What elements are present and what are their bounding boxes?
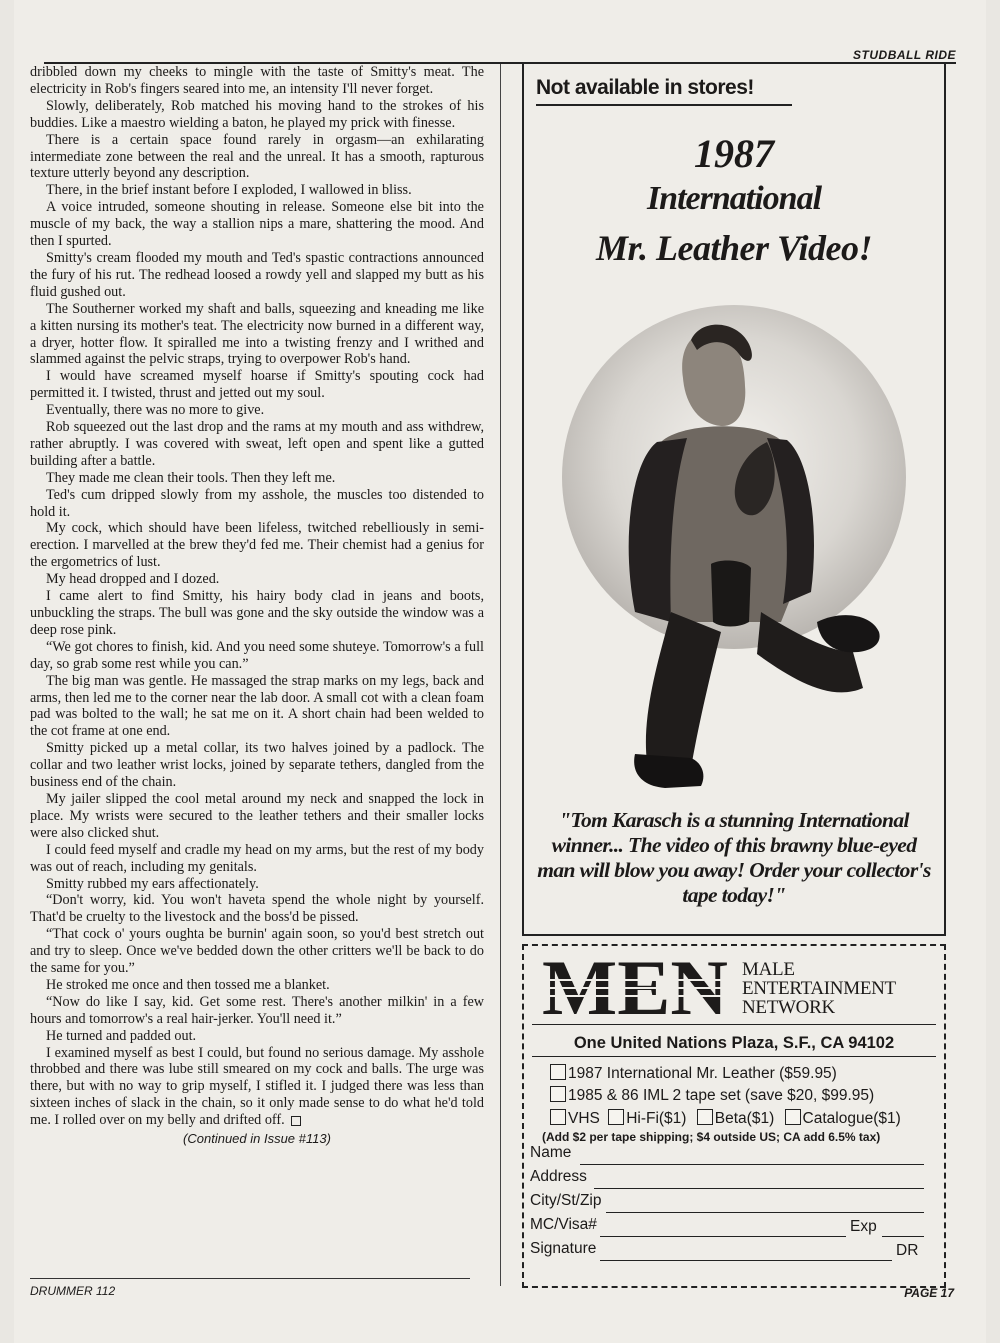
story-last-paragraph <box>30 1045 484 1130</box>
vhs-checkbox[interactable] <box>550 1109 566 1125</box>
footer-rule <box>30 1278 470 1279</box>
story-paragraph: The Southerner worked my shaft and balls, squeezing and kneading me like a kitten nursing its mother's teat. The electricity now burned in a different way, a dryer, hotter flow. It spiralled me into a twisting frenzy and I writhed and slammed against the pelvic straps, trying to overpower Rob's hand. <box>30 300 484 368</box>
hifi-label: Hi-Fi($1) <box>626 1110 687 1127</box>
ad-title-year: 1987 <box>694 131 774 176</box>
exp-label: Exp <box>850 1218 877 1235</box>
address-label: Address <box>530 1168 587 1185</box>
network-name <box>742 960 896 1017</box>
catalogue-checkbox[interactable] <box>785 1109 801 1125</box>
video-advertisement <box>522 62 946 936</box>
story-paragraph: He turned and padded out. <box>46 1027 197 1044</box>
ad-tagline-underline <box>536 104 792 106</box>
running-head: STUDBALL RIDE <box>853 48 956 62</box>
story-paragraph: Rob squeezed out the last drop and the rams at my mouth and ass withdrew, rather abruptly. I was covered with sweat, left open and spent like a gutted building after a battle. <box>30 419 484 469</box>
issue-footer: DRUMMER 112 <box>30 1284 116 1298</box>
option-1987-video[interactable] <box>550 1064 837 1083</box>
story-paragraph: dribbled down my cheeks to mingle with the taste of Smitty's meat. The electricity in Rob's fingers seared into me, an intensity I'll never forget. <box>30 64 484 97</box>
continued-note: (Continued in Issue #113) <box>183 1131 331 1147</box>
catalogue-label: Catalogue($1) <box>802 1110 901 1127</box>
option-1987-checkbox[interactable] <box>550 1064 566 1080</box>
shipping-note: (Add $2 per tape shipping; $4 outside US; CA add 6.5% tax) <box>542 1130 881 1144</box>
story-paragraph: Slowly, deliberately, Rob matched his moving hand to the strokes of his buddies. Like a maestro wielding a baton, he played my prick with finesse. <box>30 97 484 131</box>
end-mark-icon <box>291 1116 301 1126</box>
story-paragraph: “That cock o' yours oughta be burnin' again soon, so you'd best stretch out and try to sleep. Once we've bedded down the other critters we'll be back to do the same for you.” <box>30 926 484 977</box>
card-label: MC/Visa# <box>530 1216 597 1233</box>
option-two-tape-set[interactable] <box>550 1086 874 1105</box>
ad-tagline: Not available in stores! <box>536 76 754 99</box>
column-divider <box>500 64 501 1286</box>
beta-checkbox[interactable] <box>697 1109 713 1125</box>
story-paragraph: He stroked me once and then tossed me a blanket. <box>46 976 330 993</box>
story-paragraph: I could feed myself and cradle my head on my arms, but the rest of my body was out of reach, including my genitals. <box>30 841 484 875</box>
story-paragraph: “Don't worry, kid. You won't haveta spend the whole night by yourself. That'd be cruelty to the livestock and the boss'd be pissed. <box>30 892 484 926</box>
name-field[interactable] <box>580 1164 924 1165</box>
network-line-network: NETWORK <box>742 997 835 1018</box>
story-paragraph: A voice intruded, someone shouting in release. Someone else bit into the muscle of my back, the way a stallion nips a mare, shattering the mood. And then I spurted. <box>30 199 484 250</box>
story-paragraph: The big man was gentle. He massaged the strap marks on my legs, back and arms, then led me to the corner near the lab door. A small cot with a clean foam pad was bolted to the wall; he sat me on it. A short chain had been welded to the cot frame at one end. <box>30 672 484 740</box>
story-paragraph: There, in the brief instant before I exploded, I wallowed in bliss. <box>46 182 412 199</box>
signature-field[interactable] <box>600 1260 892 1261</box>
story-paragraph: There is a certain space found rarely in orgasm—an exhilarating intermediate zone between the real and the unreal. It has a smooth, rapturous texture utterly beyond any description. <box>30 131 484 182</box>
dr-label: DR <box>896 1242 919 1259</box>
option-set-label: 1985 & 86 IML 2 tape set (save $20, $99.95) <box>568 1087 875 1104</box>
option-1987-label: 1987 International Mr. Leather ($59.95) <box>568 1065 837 1082</box>
option-set-checkbox[interactable] <box>550 1086 566 1102</box>
story-paragraph: Smitty's cream flooded my mouth and Ted's spastic contractions announced the fury of his rut. The redhead loosed a rowdy yell and slapped my butt as his fluid gushed out. <box>30 249 484 300</box>
hifi-checkbox[interactable] <box>608 1109 624 1125</box>
ad-title-international: International <box>646 180 822 217</box>
format-options <box>550 1109 901 1128</box>
vhs-label: VHS <box>568 1110 600 1127</box>
leatherman-illustration <box>561 292 907 802</box>
city-field[interactable] <box>606 1212 924 1213</box>
story-paragraph: They made me clean their tools. Then they left me. <box>46 469 336 486</box>
exp-field[interactable] <box>882 1236 924 1237</box>
story-paragraph: My jailer slipped the cool metal around my neck and snapped the lock in place. My wrists were secured to the leather tethers and their smaller locks were also clicked shut. <box>30 790 484 841</box>
order-form <box>522 944 946 1288</box>
story-paragraph: I examined myself as best I could, but found no serious damage. My asshole throbbed and there was lube still smeared on my cock and balls. The urge was there, but with no way to grip myself, I stifled it. I judged there was less than sixteen inches of slack in the chain, so it only made sense to do what he'd told me. I rolled over on my belly and drifted off. <box>30 1044 484 1129</box>
card-field[interactable] <box>600 1236 846 1237</box>
story-paragraph: I came alert to find Smitty, his hairy body clad in jeans and boots, unbuckling the straps. The bull was gone and the sky outside the window was a deep rose pink. <box>30 588 484 638</box>
signature-label: Signature <box>530 1240 597 1257</box>
men-logo-text: MEN <box>542 956 728 1020</box>
form-rule-address <box>532 1056 936 1057</box>
page-number: PAGE 17 <box>904 1286 954 1300</box>
network-line-entertainment: ENTERTAINMENT <box>742 978 896 999</box>
story-paragraph: Ted's cum dripped slowly from my asshole, the muscles too distended to hold it. <box>30 486 484 520</box>
form-rule-top <box>532 1024 936 1025</box>
city-label: City/St/Zip <box>530 1192 602 1209</box>
story-paragraph: “We got chores to finish, kid. And you need some shuteye. Tomorrow's a full day, so grab some rest while you can.” <box>30 638 484 672</box>
story-paragraph: I would have screamed myself hoarse if Smitty's spouting cock had permitted it. I twisted, thrust and jetted out my soul. <box>30 368 484 402</box>
network-line-male: MALE <box>742 959 795 980</box>
beta-label: Beta($1) <box>714 1110 775 1127</box>
story-column <box>30 64 484 1148</box>
address-field[interactable] <box>594 1188 924 1189</box>
story-paragraph: My cock, which should have been lifeless, twitched rebelliously in semi-erection. I marvelled at the brew they'd fed me. Their chemist had a genius for the ergometrics of lust. <box>30 520 484 571</box>
story-paragraph: My head dropped and I dozed. <box>46 571 220 588</box>
story-paragraph: Smitty picked up a metal collar, its two halves joined by a padlock. The collar and two leather wrist locks, joined by separate tethers, dangled from the business end of the chain. <box>30 740 484 791</box>
mailing-address: One United Nations Plaza, S.F., CA 94102 <box>573 1034 895 1052</box>
story-paragraph: “Now do like I say, kid. Get some rest. There's another milkin' in a few hours and tomorrow's a real hair-jerker. You'll need it.” <box>30 993 484 1027</box>
ad-testimonial: "Tom Karasch is a stunning International winner... The video of this brawny blue-eyed man will blow you away! Order your collector's tape today!" <box>537 808 931 907</box>
ad-title-video: Mr. Leather Video! <box>595 228 873 268</box>
story-paragraph: Smitty rubbed my ears affectionately. <box>46 875 259 892</box>
story-paragraph: Eventually, there was no more to give. <box>46 402 265 419</box>
men-logo <box>540 956 730 1020</box>
name-label: Name <box>530 1144 572 1161</box>
